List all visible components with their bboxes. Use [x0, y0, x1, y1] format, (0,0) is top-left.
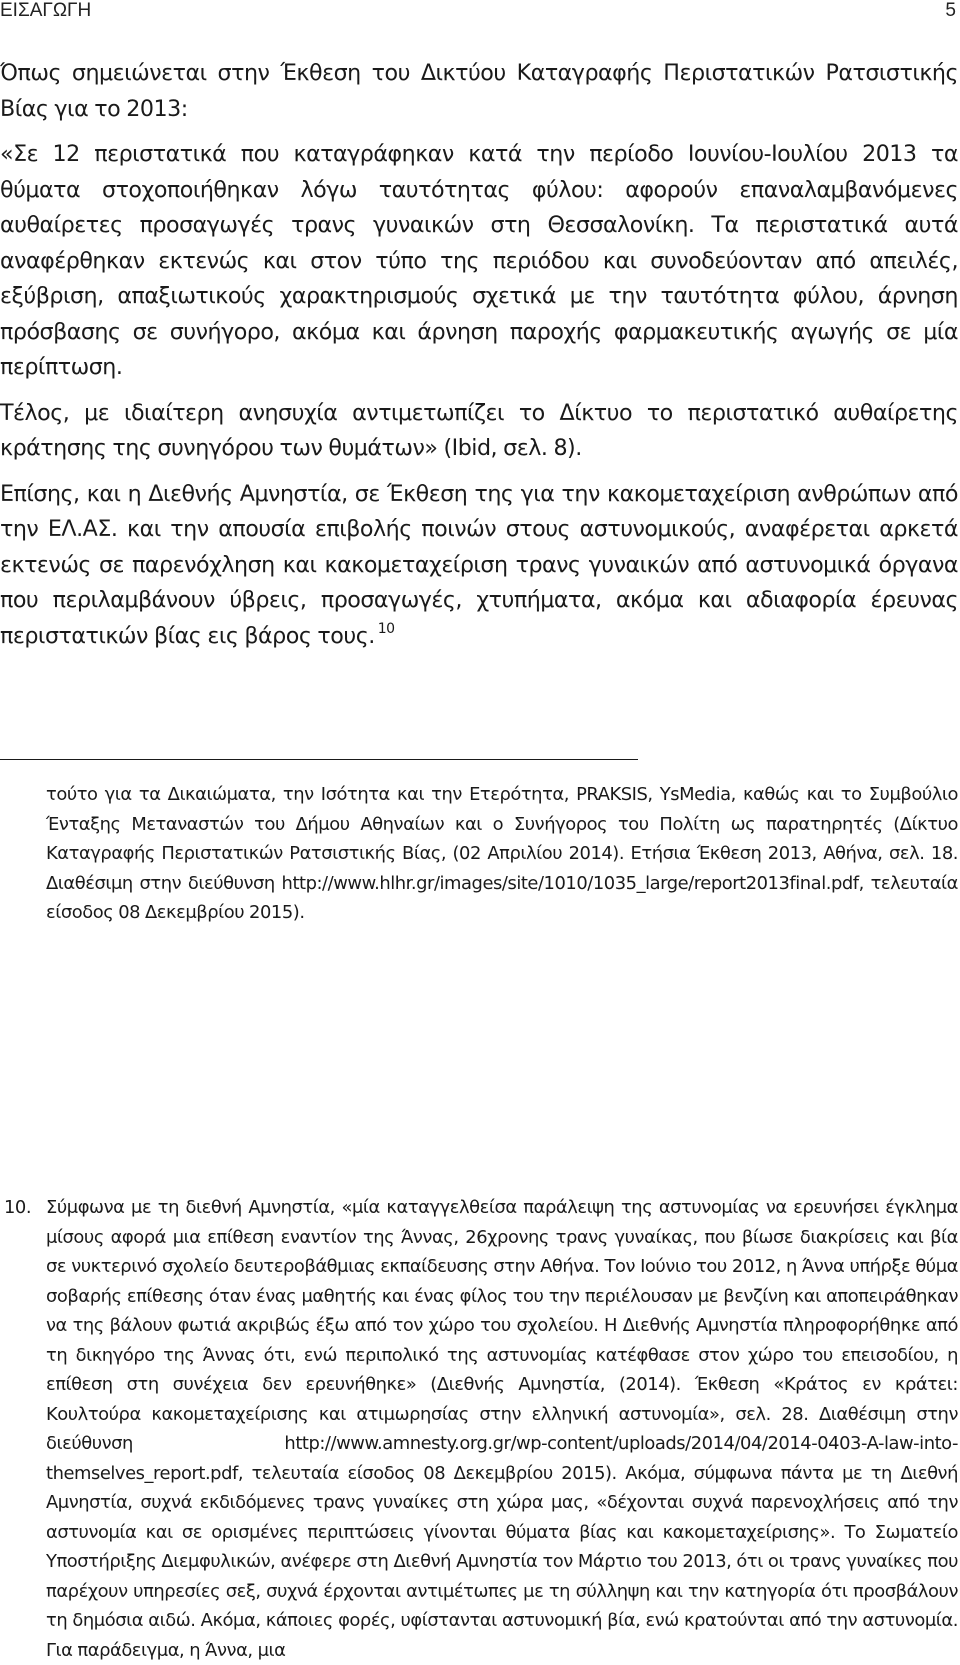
- running-header: [0, 0, 960, 26]
- footnote-separator: [0, 759, 638, 760]
- footnote-10-text: Σύμφωνα με τη διεθνή Αμνηστία, «μία καταγγελθείσα παράλειψη της αστυνομίας να ερευνήσει έγκλημα μίσους αφορά μια επίθεση εναντίον της Άννας, 26χρονης τρανς γυναίκας, που βίωσε διακρίσεις και βία σε νυκτερινό σχολείο δευτεροβάθμιας εκπαίδευσης στην Αθήνα. Τον Ιούνιο του 2012, η Άννα υπήρξε θύμα σοβαρής επίθεσης όταν ένας μαθητής και ένας φίλος του την περιέλουσαν με βενζίνη και αποπειράθηκαν να της βάλουν φωτιά ακριβώς έξω από τον χώρο του σχολείου. Η Διεθνής Αμνηστία πληροφορήθηκε από τη δικηγόρο της Άννας ότι, ενώ περιπολικό της αστυνομίας κατέφθασε στον χώρο του επεισοδίου, η επίθεση στη συνέχεια δεν ερευνήθηκε» (Διεθνής Αμνηστία, (2014). Έκθεση «Κράτος εν κράτει: Κουλτούρα κακομεταχείρισης και ατιμωρησίας στην ελληνική αστυνομία», σελ. 28. Διαθέσιμη στην διεύθυνση http://www.amnesty.org.gr/wp-content/uploads/2014/04/2014-0403-A-law-into-themselves_report.pdf, τελευταία είσοδος 08 Δεκεμβρίου 2015). Ακόμα, σύμφωνα πάντα με τη Διεθνή Αμνηστία, συχνά εκδιδόμενες τρανς γυναίκες στη χώρα μας, «δέχονται συχνά παρενοχλήσεις από την αστυνομία και σε ορισμένες περιπτώσεις γίνονται θύματα βίας και κακομεταχείρισης». Το Σωματείο Υποστήριξης Διεμφυλικών, ανέφερε στη Διεθνή Αμνηστία τον Μάρτιο του 2013, ότι οι τρανς γυναίκες που παρέχουν υπηρεσίες σεξ, συχνά έρχονται αντιμέτωπες με τη σύλληψη και την κατηγορία ότι προσβάλουν τη δημόσια αιδώ. Ακόμα, κάποιες φορές, υφίστανται αστυνομική βία, ενώ κρατούνται από την αστυνομία. Για παράδειγμα, η Άννα, μια: [46, 1197, 958, 1661]
- footnote-continued: [0, 780, 958, 928]
- paragraph-intro: Όπως σημειώνεται στην Έκθεση του Δικτύου Καταγραφής Περιστατικών Ρατσιστικής Βίας για το 2013:: [0, 60, 958, 122]
- footnote-reference[interactable]: 10: [377, 620, 395, 637]
- paragraph-amnesty: [0, 477, 958, 655]
- section-title: ΕΙΣΑΓΩΓΗ: [0, 0, 92, 21]
- footnote-10: [0, 1193, 958, 1665]
- paragraph-quote-end: Τέλος, με ιδιαίτερη ανησυχία αντιμετωπίζει το Δίκτυο το περιστατικό αυθαίρετης κράτησης της συνηγόρου των θυμάτων» (Ibid, σελ. 8).: [0, 399, 958, 461]
- footnote-number: 10.: [4, 1197, 32, 1218]
- paragraph-amnesty-text: Επίσης, και η Διεθνής Αμνηστία, σε Έκθεση της για την κακομεταχείριση ανθρώπων από την ΕΛ.ΑΣ. και την απουσία επιβολής ποινών στους αστυνομικούς, αναφέρεται αρκετά εκτενώς σε παρενόχληση και κακομεταχείριση τρανς γυναικών από αστυνομικά όργανα που περιλαμβάνουν ύβρεις, προσαγωγές, χτυπήματα, ακόμα και αδιαφορία έρευνας περιστατικών βίας εις βάρος τους.: [0, 480, 958, 649]
- body-text: [0, 56, 958, 654]
- paragraph-quote: «Σε 12 περιστατικά που καταγράφηκαν κατά την περίοδο Ιουνίου-Ιουλίου 2013 τα θύματα στοχοποιήθηκαν λόγω ταυτότητας φύλου: αφορούν επαναλαμβανόμενες αυθαίρετες προσαγωγές τρανς γυναικών στη Θεσσαλονίκη. Τα περιστατικά αυτά αναφέρθηκαν εκτενώς και στον τύπο της περιόδου και συνοδεύονταν από απειλές, εξύβριση, απαξιωτικούς χαρακτηρισμούς σχετικά με την ταυτότητα φύλου, άρνηση πρόσβασης σε συνήγορο, ακόμα και άρνηση παροχής φαρμακευτικής αγωγής σε μία περίπτωση.: [0, 141, 958, 380]
- footnote-continued-text: τούτο για τα Δικαιώματα, την Ισότητα και την Ετερότητα, PRAKSIS, YsMedia, καθώς και το Συμβούλιο Ένταξης Μεταναστών του Δήμου Αθηναίων και ο Συνήγορος του Πολίτη ως παρατηρητές (Δίκτυο Καταγραφής Περιστατικών Ρατσιστικής Βίας, (02 Απριλίου 2014). Ετήσια Έκθεση 2013, Αθήνα, σελ. 18. Διαθέσιμη στην διεύθυνση http://www.hlhr.gr/images/site/1010/1035_large/report2013final.pdf, τελευταία είσοδος 08 Δεκεμβρίου 2015).: [46, 784, 958, 923]
- page-number: 5: [945, 0, 956, 21]
